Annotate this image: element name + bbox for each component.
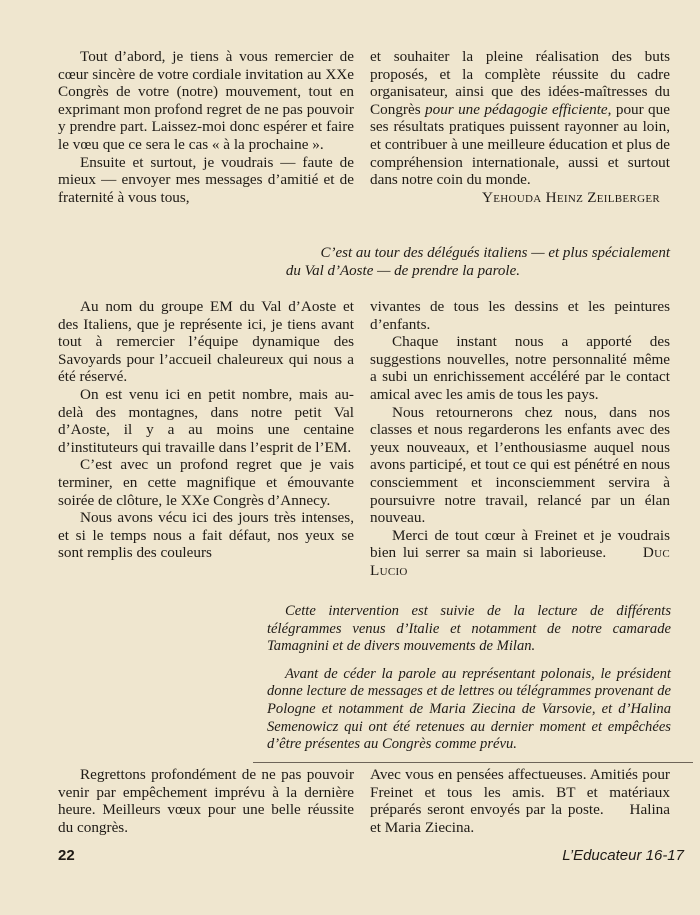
italian-delegates-intro — [160, 245, 670, 280]
telegram-left-column — [58, 766, 354, 836]
paragraph: Regrettons profondément de ne pas pouvoir venir par empêchement imprévu à la dernière heure. Meilleurs vœux pour une belle réussite du congrès. — [58, 766, 354, 836]
paragraph: Avec vous en pensées affectueuses. Amitiés pour Freinet et tous les amis. BT et matériaux préparés seront envoyés par la poste. Halina et Maria Ziecina. — [370, 766, 671, 836]
paragraph: Nous retournerons chez nous, dans nos classes et nous regarderons les enfants avec des yeux nouveaux, et l’enthousiasme auquel nous avons participé, et tout ce qui est pénétré en nous consciemment et inconsciemment servira à poursuivre notre travail, relancé par un élan nouveau. — [370, 403, 670, 527]
page-number: 22 — [58, 847, 75, 864]
paragraph: et souhaiter la pleine réalisation des buts proposés, et la complète réussite du cadre organisateur, ainsi que des idées-maîtresses du Congrès pour une pédagogie efficiente, pour que ses résultats pratiques puissent rayonner au loin, et contribuer à une meilleure éducation et plus de compréhension internationale, aussi et surtout dans notre coin du monde. — [370, 48, 670, 189]
emphasis: pour une pédagogie efficiente — [425, 100, 608, 118]
note-paragraph: Avant de céder la parole au représentant polonais, le président donne lecture de messages et de lettres ou télégrammes provenant de Pologne et notamment de Maria Ziecina de Varsovie, et d’Halina Semenowicz qui ont été retenues au dernier moment et empêchées d’être présentes au Congrès comme prévu. — [267, 665, 671, 753]
paragraph: Merci de tout cœur à Freinet et je voudrais bien lui serrer sa main si laborieuse. Duc Lucio — [370, 526, 671, 579]
letter-zeilberger-right-column — [370, 48, 670, 206]
editorial-note — [267, 603, 671, 754]
paragraph: Nous avons vécu ici des jours très intenses, et si le temps nous a fait défaut, nos yeux se sont remplis des couleurs — [58, 509, 354, 562]
note-paragraph: Cette intervention est suivie de la lecture de différents télégrammes venus d’Italie et notamment de notre camarade Tamagnini et de divers mouvements de Milan. — [267, 603, 671, 655]
letter-zeilberger-left-column — [58, 48, 354, 206]
note-bottom-rule — [253, 762, 693, 763]
paragraph: On est venu ici en petit nombre, mais au-delà des montagnes, dans notre petit Val d’Aoste, il y a au moins une centaine d’instituteurs qui travaille dans l’esprit de l’EM. — [58, 385, 354, 456]
paragraph: Chaque instant nous a apporté des suggestions nouvelles, notre personnalité même a subi un enrichissement accéléré par le contact amical avec les amis de tous les pays. — [370, 333, 670, 403]
telegram-right-column — [370, 766, 670, 836]
signature: Yehouda Heinz Zeilberger — [482, 188, 660, 206]
signature: Halina et Maria Ziecina. — [370, 801, 671, 836]
journal-title: L’Educateur 16-17 — [562, 847, 684, 864]
intro-line: du Val d’Aoste — de prendre la parole. — [285, 262, 520, 279]
paragraph: Tout d’abord, je tiens à vous remercier de cœur sincère de votre cordiale invitation au XXe Congrès de votre (notre) mouvement, tout en exprimant mon profond regret de ne pas pouvoir y prendre part. Laissez-moi donc espérer et faire le vœu que ce sera le cas « à la prochaine ». — [58, 48, 354, 153]
signature: Duc Lucio — [370, 544, 671, 579]
intro-line: C’est au tour des délégués italiens — et plus spécialement — [320, 245, 670, 261]
speech-val-aoste-left-column — [58, 298, 354, 562]
speech-val-aoste-right-column — [370, 298, 670, 580]
paragraph: vivantes de tous les dessins et les peintures d’enfants. — [370, 298, 670, 333]
paragraph: Au nom du groupe EM du Val d’Aoste et des Italiens, que je représente ici, je tiens avant tout à remercier l’équipe dynamique des Savoyards pour l’accueil chaleureux qui nous a été réservé. — [58, 298, 354, 386]
paragraph: C’est avec un profond regret que je vais terminer, en cette magnifique et émouvante soirée de clôture, le XXe Congrès d’Annecy. — [58, 456, 354, 509]
paragraph: Ensuite et surtout, je voudrais — faute de mieux — envoyer mes messages d’amitié et de fraternité à vous tous, — [58, 153, 354, 206]
